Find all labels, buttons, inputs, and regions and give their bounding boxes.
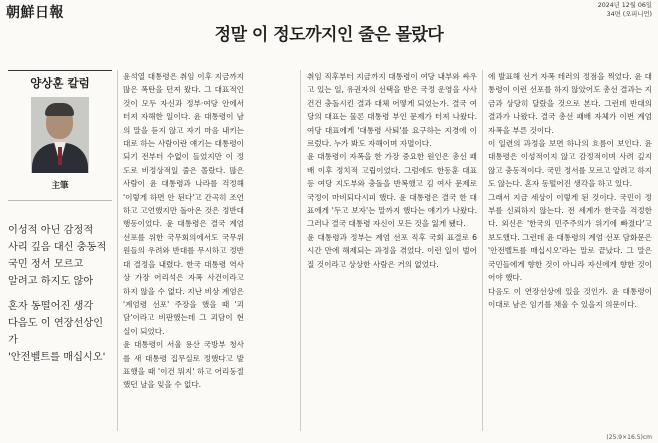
summary-block-2: 혼자 동떨어진 생각 다음도 이 연장선상인가 '안전벨트를 매십시오'	[8, 301, 106, 363]
sidebar-top-rule	[8, 70, 112, 71]
column-divider	[300, 70, 301, 431]
dateline	[598, 2, 652, 19]
column-sidebar	[8, 72, 112, 374]
page-size-caption: (25.9×16.5)cm	[606, 434, 652, 441]
column-divider	[117, 70, 118, 431]
newspaper-masthead: 朝鮮日報	[6, 5, 64, 21]
dateline-date: 2024년 12월 06일	[597, 2, 652, 9]
column-divider	[482, 70, 483, 431]
columnist-role: 主筆	[51, 181, 69, 191]
dateline-page: 34면 (오피니언)	[606, 10, 652, 18]
article-headline: 정말 이 정도까지인 줄은 몰랐다	[214, 25, 444, 45]
columnist-photo	[31, 97, 89, 173]
article-column-2: 취임 직후부터 지금까지 대통령이 여당 내부와 싸우고 있는 일, 유권자의 선택을 받은 국정 운영을 사사건건 충돌시킨 결과 대체 어떻게 되었는가. 결국 여당의 대표는 물론 대통령 부인 문제가 터져 나왔다. 여당 대표에게 '대통령 사퇴'를 요구하는 지경에 이르렀다. 누가 봐도 자해이며 자멸이다. 윤 대통령이 자폭을 한 가장 중요한 원인은 총선 패배 이후 정치적 고립이었다. 그럼에도 한동훈 대표 등 여당 지도부와 충돌을 반복했고 김 여사 문제로 국정이 마비되다시피 했다. 윤 대통령은 결국 한 대표에게 '두고 보자'는 말까지 했다는 얘기가 나왔다. 그러나 결국 대통령 자신이 모든 것을 잃게 됐다. 윤 대통령과 정부는 계엄 선포 직후 국회 표결로 6시간 만에 해제되는 과정을 겪었다. 이런 일이 벌어질 것이라고 상상한 사람은 거의 없었다.	[307, 72, 477, 269]
article-column-1: 윤석열 대통령은 취임 이후 지금까지 많은 폭탄을 던져 왔다. 그 대표적인 것이 모두 자신과 정부·여당 안에서 터져 자해한 일이다. 윤 대통령이 남의 말을 듣지 않고 자기 마음 내키는 대로 하는 사람이란 얘기는 대통령이 되기 전부터 수없이 들었지만 이 정도로 비정상적일 줄은 몰랐다. 많은 사람이 윤 대통령과 나라를 걱정해 '이렇게 하면 안 된다'고 간곡히 조언하고 고언했지만 돌아온 것은 정반대 행동이었다. 윤 대통령은 결국 계엄 선포를 위한 국무회의에서도 국무위원들의 우려와 반대를 무시하고 정반대 결정을 내렸다. 한국 대통령 역사상 가장 어리석은 자폭 사건이라고 하지 않을 수 없다. 지난 비상 계엄은 '계엄령 선포' 주장을 했을 때 '괴담'이라고 비판했는데 그 괴담이 현실이 되었다. 윤 대통령이 서울 용산 국방부 청사를 새 대통령 집무실로 정했다고 발표했을 때 '이건 뭐지' 하고 어리둥절했던 날을 잊을 수 없다.	[123, 72, 244, 390]
summary-block-1: 이성적 아닌 감정적 사리 깊음 대신 충동적 국민 정서 모르고 알려고 하지도 않아	[8, 225, 107, 287]
column-summary	[8, 222, 112, 366]
column-title: 양상훈 칼럼	[30, 76, 90, 90]
sidebar-divider	[8, 200, 112, 201]
article-column-3: 에 발표해 선거 자폭 테러의 정점을 찍었다. 윤 대통령이 이런 선포를 하지 않았어도 총선 결과는 지금과 상당히 달랐을 것으로 본다. 그런데 반대의 결과가 나왔다. 결국 총선 패배 자체가 이번 계엄 자폭을 부른 것이다. 이 일련의 과정을 보면 하나의 흐름이 보인다. 윤 대통령은 이성적이지 않고 감정적이며 사려 깊지 않고 충동적이다. 국민 정서를 모르고 알려고 하지도 않는다. 혼자 동떨어진 생각을 하고 있다. 그래서 지금 세상이 이렇게 된 것이다. 국민이 정부를 신뢰하지 않는다. 전 세계가 한국을 걱정한다. 외신은 '한국의 민주주의가 위기에 빠졌다'고 보도했다. 그런데 윤 대통령의 계엄 선포 담화문은 '안전벨트를 매십시오'라는 말로 끝났다. 그 말은 국민들에게 향한 것이 아니라 자신에게 향한 것이어야 했다. 다음도 이 연장선상에 있을 것인가. 윤 대통령이 이대로 남은 임기를 채울 수 있을지 의문이다.	[488, 72, 652, 309]
